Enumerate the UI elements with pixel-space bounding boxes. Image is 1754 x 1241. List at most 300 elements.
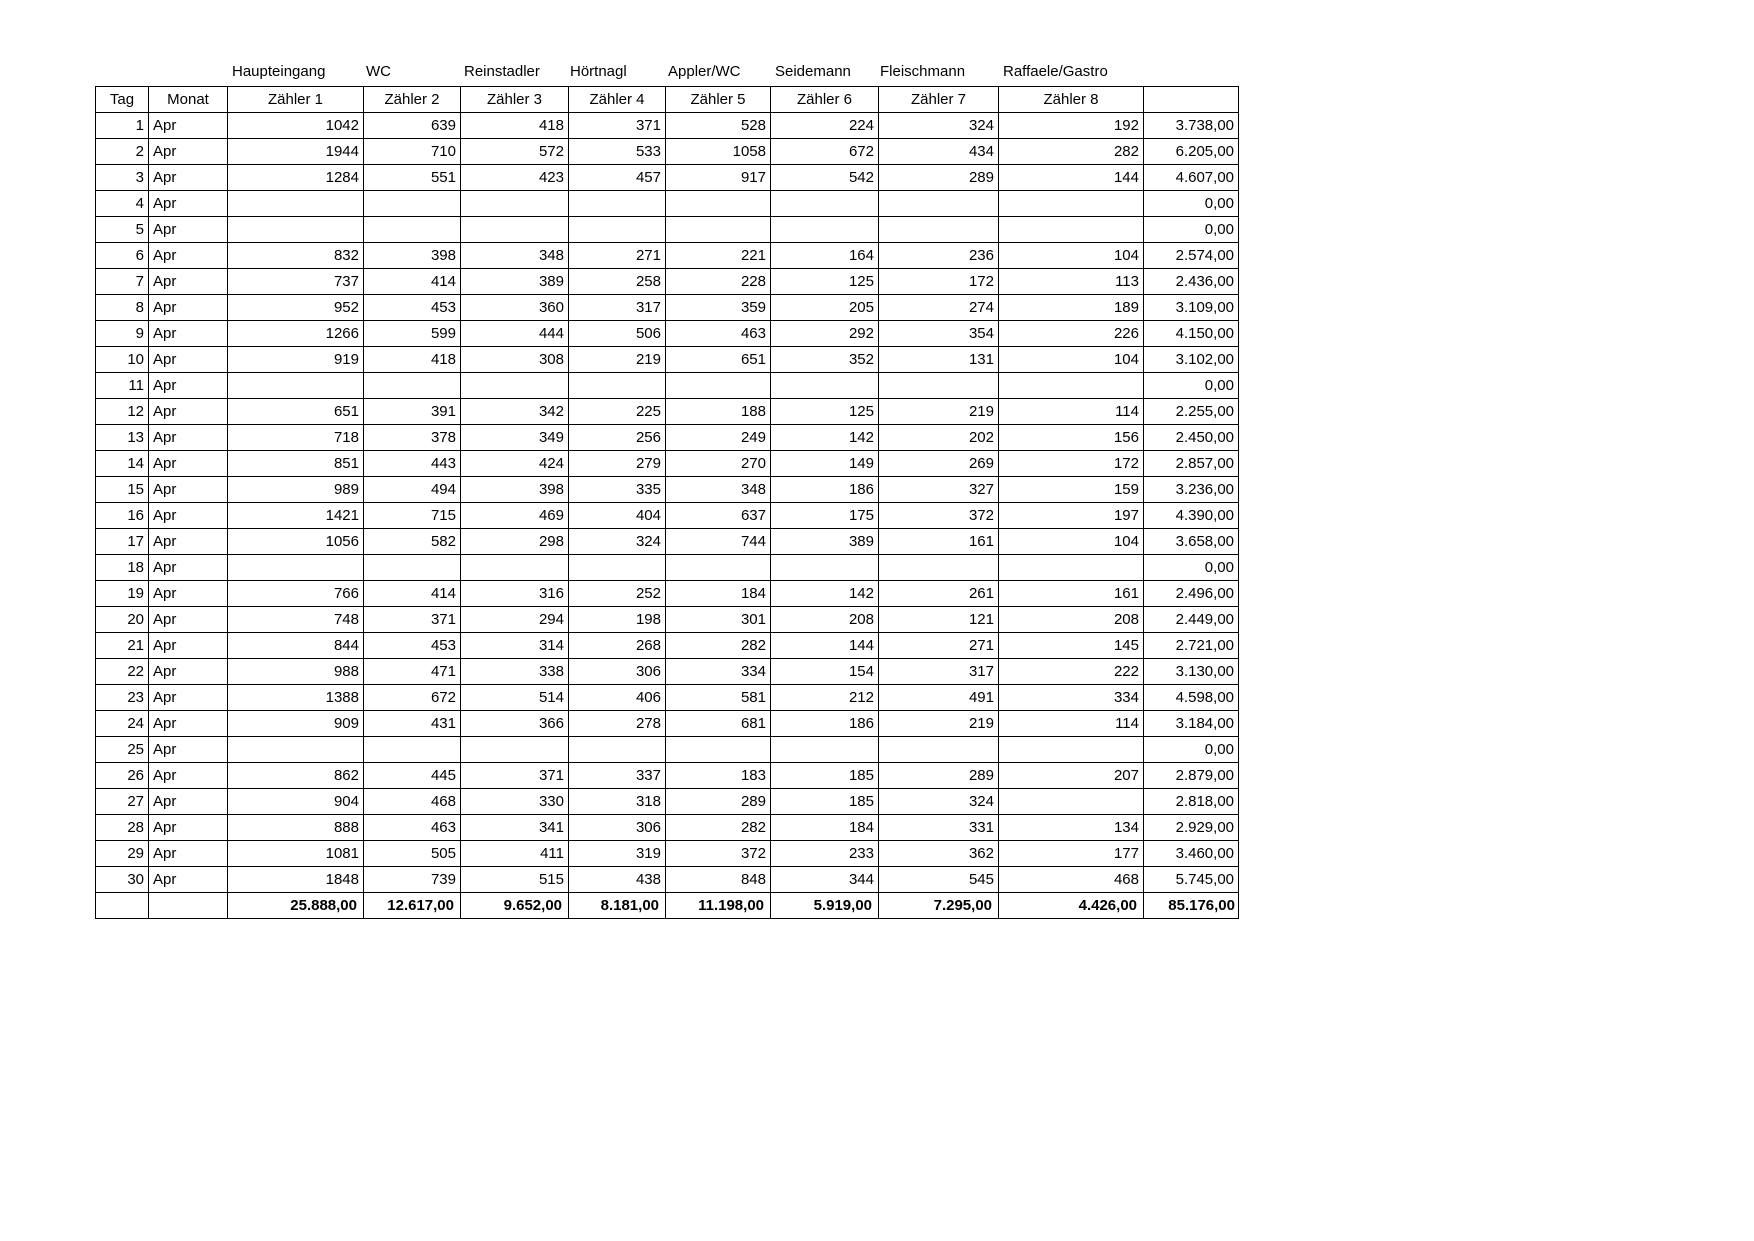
totals-row bbox=[96, 893, 1239, 919]
cell-zaehler-8: 282 bbox=[999, 139, 1144, 165]
cell-zaehler-1: 1056 bbox=[228, 529, 364, 555]
cell-tag: 13 bbox=[96, 425, 149, 451]
cell-zaehler-3: 398 bbox=[461, 477, 569, 503]
cell-zaehler-2: 453 bbox=[364, 295, 461, 321]
cell-zaehler-2 bbox=[364, 373, 461, 399]
cell-zaehler-2 bbox=[364, 217, 461, 243]
table-row bbox=[96, 477, 1239, 503]
cell-zaehler-2: 599 bbox=[364, 321, 461, 347]
cell-zaehler-5: 348 bbox=[666, 477, 771, 503]
total-zaehler-1: 25.888,00 bbox=[228, 893, 364, 919]
totals-empty-monat bbox=[149, 893, 228, 919]
cell-monat: Apr bbox=[149, 607, 228, 633]
cell-total: 2.818,00 bbox=[1144, 789, 1239, 815]
cell-zaehler-6: 672 bbox=[771, 139, 879, 165]
cell-monat: Apr bbox=[149, 321, 228, 347]
cell-monat: Apr bbox=[149, 139, 228, 165]
cell-zaehler-2: 453 bbox=[364, 633, 461, 659]
cell-zaehler-1: 904 bbox=[228, 789, 364, 815]
cell-zaehler-6 bbox=[771, 737, 879, 763]
cell-zaehler-5 bbox=[666, 555, 771, 581]
table-row bbox=[96, 867, 1239, 893]
cell-monat: Apr bbox=[149, 555, 228, 581]
cell-zaehler-5: 848 bbox=[666, 867, 771, 893]
cell-zaehler-1: 1388 bbox=[228, 685, 364, 711]
location-label-hoertnagl: Hörtnagl bbox=[570, 63, 627, 80]
total-zaehler-5: 11.198,00 bbox=[666, 893, 771, 919]
cell-tag: 11 bbox=[96, 373, 149, 399]
cell-tag: 22 bbox=[96, 659, 149, 685]
cell-zaehler-6: 164 bbox=[771, 243, 879, 269]
cell-zaehler-3: 389 bbox=[461, 269, 569, 295]
cell-zaehler-1 bbox=[228, 555, 364, 581]
cell-zaehler-2: 443 bbox=[364, 451, 461, 477]
header-zaehler-8: Zähler 8 bbox=[999, 87, 1144, 113]
table-row bbox=[96, 581, 1239, 607]
cell-zaehler-2: 639 bbox=[364, 113, 461, 139]
cell-zaehler-7: 236 bbox=[879, 243, 999, 269]
cell-total: 2.574,00 bbox=[1144, 243, 1239, 269]
cell-zaehler-6: 185 bbox=[771, 763, 879, 789]
table-row bbox=[96, 321, 1239, 347]
cell-zaehler-8: 145 bbox=[999, 633, 1144, 659]
cell-zaehler-3: 349 bbox=[461, 425, 569, 451]
cell-zaehler-8: 134 bbox=[999, 815, 1144, 841]
cell-monat: Apr bbox=[149, 685, 228, 711]
header-zaehler-4: Zähler 4 bbox=[569, 87, 666, 113]
cell-tag: 14 bbox=[96, 451, 149, 477]
cell-tag: 9 bbox=[96, 321, 149, 347]
cell-zaehler-5: 221 bbox=[666, 243, 771, 269]
cell-total: 0,00 bbox=[1144, 373, 1239, 399]
cell-zaehler-1: 988 bbox=[228, 659, 364, 685]
cell-zaehler-7 bbox=[879, 737, 999, 763]
cell-zaehler-5: 681 bbox=[666, 711, 771, 737]
cell-zaehler-4 bbox=[569, 191, 666, 217]
cell-zaehler-1: 1081 bbox=[228, 841, 364, 867]
cell-monat: Apr bbox=[149, 477, 228, 503]
table-row bbox=[96, 295, 1239, 321]
cell-zaehler-7: 324 bbox=[879, 113, 999, 139]
header-zaehler-3: Zähler 3 bbox=[461, 87, 569, 113]
cell-zaehler-7: 202 bbox=[879, 425, 999, 451]
cell-zaehler-6 bbox=[771, 217, 879, 243]
grand-total: 85.176,00 bbox=[1144, 893, 1239, 919]
cell-zaehler-5: 184 bbox=[666, 581, 771, 607]
cell-total: 3.460,00 bbox=[1144, 841, 1239, 867]
cell-zaehler-3: 572 bbox=[461, 139, 569, 165]
cell-zaehler-2: 710 bbox=[364, 139, 461, 165]
total-zaehler-7: 7.295,00 bbox=[879, 893, 999, 919]
cell-zaehler-8: 144 bbox=[999, 165, 1144, 191]
cell-zaehler-2: 418 bbox=[364, 347, 461, 373]
cell-zaehler-6: 142 bbox=[771, 581, 879, 607]
cell-zaehler-4: 404 bbox=[569, 503, 666, 529]
location-label-wc: WC bbox=[366, 63, 391, 80]
cell-zaehler-1: 909 bbox=[228, 711, 364, 737]
table-row bbox=[96, 737, 1239, 763]
cell-zaehler-1 bbox=[228, 217, 364, 243]
total-zaehler-8: 4.426,00 bbox=[999, 893, 1144, 919]
cell-total: 0,00 bbox=[1144, 217, 1239, 243]
cell-tag: 7 bbox=[96, 269, 149, 295]
table-row bbox=[96, 659, 1239, 685]
table-row bbox=[96, 529, 1239, 555]
cell-zaehler-7: 324 bbox=[879, 789, 999, 815]
cell-zaehler-4: 258 bbox=[569, 269, 666, 295]
cell-zaehler-7: 545 bbox=[879, 867, 999, 893]
cell-zaehler-2 bbox=[364, 737, 461, 763]
cell-tag: 27 bbox=[96, 789, 149, 815]
cell-zaehler-1: 748 bbox=[228, 607, 364, 633]
cell-total: 4.390,00 bbox=[1144, 503, 1239, 529]
cell-zaehler-3: 411 bbox=[461, 841, 569, 867]
cell-zaehler-3 bbox=[461, 217, 569, 243]
cell-total: 2.879,00 bbox=[1144, 763, 1239, 789]
cell-zaehler-6: 142 bbox=[771, 425, 879, 451]
cell-total: 3.109,00 bbox=[1144, 295, 1239, 321]
cell-zaehler-7: 317 bbox=[879, 659, 999, 685]
cell-zaehler-3: 294 bbox=[461, 607, 569, 633]
table-row bbox=[96, 607, 1239, 633]
table-row bbox=[96, 139, 1239, 165]
cell-tag: 3 bbox=[96, 165, 149, 191]
cell-zaehler-8: 104 bbox=[999, 243, 1144, 269]
cell-zaehler-1: 989 bbox=[228, 477, 364, 503]
cell-zaehler-2: 551 bbox=[364, 165, 461, 191]
cell-monat: Apr bbox=[149, 763, 228, 789]
cell-zaehler-7 bbox=[879, 555, 999, 581]
cell-zaehler-3: 514 bbox=[461, 685, 569, 711]
cell-zaehler-3: 418 bbox=[461, 113, 569, 139]
cell-zaehler-1: 1284 bbox=[228, 165, 364, 191]
cell-tag: 25 bbox=[96, 737, 149, 763]
cell-zaehler-4: 268 bbox=[569, 633, 666, 659]
cell-zaehler-4: 457 bbox=[569, 165, 666, 191]
cell-zaehler-1: 862 bbox=[228, 763, 364, 789]
cell-zaehler-6 bbox=[771, 555, 879, 581]
cell-tag: 10 bbox=[96, 347, 149, 373]
cell-zaehler-2: 471 bbox=[364, 659, 461, 685]
cell-zaehler-4: 533 bbox=[569, 139, 666, 165]
cell-zaehler-2: 414 bbox=[364, 269, 461, 295]
cell-monat: Apr bbox=[149, 217, 228, 243]
cell-monat: Apr bbox=[149, 659, 228, 685]
cell-zaehler-8: 114 bbox=[999, 399, 1144, 425]
cell-tag: 29 bbox=[96, 841, 149, 867]
cell-tag: 23 bbox=[96, 685, 149, 711]
cell-zaehler-8: 159 bbox=[999, 477, 1144, 503]
cell-zaehler-6: 233 bbox=[771, 841, 879, 867]
cell-zaehler-6: 224 bbox=[771, 113, 879, 139]
cell-zaehler-5: 228 bbox=[666, 269, 771, 295]
cell-zaehler-8: 114 bbox=[999, 711, 1144, 737]
cell-zaehler-2: 398 bbox=[364, 243, 461, 269]
cell-zaehler-4: 256 bbox=[569, 425, 666, 451]
cell-zaehler-1: 651 bbox=[228, 399, 364, 425]
cell-zaehler-7: 331 bbox=[879, 815, 999, 841]
cell-tag: 28 bbox=[96, 815, 149, 841]
cell-tag: 20 bbox=[96, 607, 149, 633]
cell-zaehler-5: 917 bbox=[666, 165, 771, 191]
cell-zaehler-6: 542 bbox=[771, 165, 879, 191]
cell-zaehler-6: 292 bbox=[771, 321, 879, 347]
cell-zaehler-5: 282 bbox=[666, 815, 771, 841]
cell-zaehler-7: 131 bbox=[879, 347, 999, 373]
cell-monat: Apr bbox=[149, 399, 228, 425]
cell-total: 2.721,00 bbox=[1144, 633, 1239, 659]
cell-monat: Apr bbox=[149, 737, 228, 763]
table-row bbox=[96, 451, 1239, 477]
cell-zaehler-8: 334 bbox=[999, 685, 1144, 711]
cell-tag: 2 bbox=[96, 139, 149, 165]
total-zaehler-3: 9.652,00 bbox=[461, 893, 569, 919]
cell-zaehler-8 bbox=[999, 217, 1144, 243]
cell-zaehler-2: 371 bbox=[364, 607, 461, 633]
table-row bbox=[96, 711, 1239, 737]
cell-zaehler-8: 161 bbox=[999, 581, 1144, 607]
cell-zaehler-1: 952 bbox=[228, 295, 364, 321]
cell-zaehler-3: 330 bbox=[461, 789, 569, 815]
cell-zaehler-6: 186 bbox=[771, 711, 879, 737]
table-row bbox=[96, 815, 1239, 841]
cell-total: 5.745,00 bbox=[1144, 867, 1239, 893]
cell-total: 0,00 bbox=[1144, 555, 1239, 581]
location-label-raffaele-gastro: Raffaele/Gastro bbox=[1003, 63, 1108, 80]
table-row bbox=[96, 165, 1239, 191]
cell-zaehler-2 bbox=[364, 191, 461, 217]
cell-monat: Apr bbox=[149, 841, 228, 867]
cell-total: 6.205,00 bbox=[1144, 139, 1239, 165]
cell-zaehler-4: 438 bbox=[569, 867, 666, 893]
cell-zaehler-6: 185 bbox=[771, 789, 879, 815]
header-total bbox=[1144, 87, 1239, 113]
cell-zaehler-4: 371 bbox=[569, 113, 666, 139]
location-label-seidemann: Seidemann bbox=[775, 63, 851, 80]
cell-zaehler-8: 104 bbox=[999, 347, 1144, 373]
spreadsheet bbox=[95, 60, 1239, 919]
cell-zaehler-7: 354 bbox=[879, 321, 999, 347]
cell-zaehler-6: 352 bbox=[771, 347, 879, 373]
cell-tag: 19 bbox=[96, 581, 149, 607]
header-monat: Monat bbox=[149, 87, 228, 113]
cell-zaehler-2: 739 bbox=[364, 867, 461, 893]
cell-zaehler-8: 226 bbox=[999, 321, 1144, 347]
cell-zaehler-3: 348 bbox=[461, 243, 569, 269]
cell-zaehler-5 bbox=[666, 217, 771, 243]
cell-zaehler-1: 832 bbox=[228, 243, 364, 269]
cell-total: 3.102,00 bbox=[1144, 347, 1239, 373]
cell-monat: Apr bbox=[149, 243, 228, 269]
cell-total: 3.184,00 bbox=[1144, 711, 1239, 737]
table-row bbox=[96, 503, 1239, 529]
cell-zaehler-5: 282 bbox=[666, 633, 771, 659]
cell-tag: 12 bbox=[96, 399, 149, 425]
cell-zaehler-8: 222 bbox=[999, 659, 1144, 685]
cell-total: 2.436,00 bbox=[1144, 269, 1239, 295]
cell-zaehler-4: 219 bbox=[569, 347, 666, 373]
cell-total: 2.449,00 bbox=[1144, 607, 1239, 633]
cell-zaehler-4 bbox=[569, 373, 666, 399]
cell-zaehler-7: 219 bbox=[879, 399, 999, 425]
cell-zaehler-4 bbox=[569, 555, 666, 581]
cell-tag: 21 bbox=[96, 633, 149, 659]
cell-tag: 1 bbox=[96, 113, 149, 139]
header-zaehler-5: Zähler 5 bbox=[666, 87, 771, 113]
cell-zaehler-6: 389 bbox=[771, 529, 879, 555]
cell-zaehler-1: 718 bbox=[228, 425, 364, 451]
total-zaehler-6: 5.919,00 bbox=[771, 893, 879, 919]
header-tag: Tag bbox=[96, 87, 149, 113]
cell-zaehler-6: 184 bbox=[771, 815, 879, 841]
cell-zaehler-6: 212 bbox=[771, 685, 879, 711]
cell-zaehler-5: 270 bbox=[666, 451, 771, 477]
cell-zaehler-8: 468 bbox=[999, 867, 1144, 893]
cell-zaehler-7: 121 bbox=[879, 607, 999, 633]
cell-zaehler-7: 172 bbox=[879, 269, 999, 295]
cell-zaehler-7: 161 bbox=[879, 529, 999, 555]
cell-zaehler-4: 252 bbox=[569, 581, 666, 607]
total-zaehler-2: 12.617,00 bbox=[364, 893, 461, 919]
cell-tag: 16 bbox=[96, 503, 149, 529]
cell-zaehler-4: 337 bbox=[569, 763, 666, 789]
cell-monat: Apr bbox=[149, 451, 228, 477]
cell-zaehler-6: 186 bbox=[771, 477, 879, 503]
cell-zaehler-2: 468 bbox=[364, 789, 461, 815]
cell-zaehler-1: 1042 bbox=[228, 113, 364, 139]
cell-zaehler-3: 371 bbox=[461, 763, 569, 789]
cell-total: 2.929,00 bbox=[1144, 815, 1239, 841]
cell-zaehler-5: 651 bbox=[666, 347, 771, 373]
cell-zaehler-4: 279 bbox=[569, 451, 666, 477]
cell-zaehler-6: 125 bbox=[771, 399, 879, 425]
cell-monat: Apr bbox=[149, 789, 228, 815]
table-row bbox=[96, 763, 1239, 789]
cell-zaehler-5: 1058 bbox=[666, 139, 771, 165]
cell-zaehler-4: 278 bbox=[569, 711, 666, 737]
cell-monat: Apr bbox=[149, 529, 228, 555]
cell-total: 4.607,00 bbox=[1144, 165, 1239, 191]
cell-zaehler-5: 188 bbox=[666, 399, 771, 425]
cell-zaehler-6: 205 bbox=[771, 295, 879, 321]
cell-zaehler-2: 414 bbox=[364, 581, 461, 607]
cell-total: 4.150,00 bbox=[1144, 321, 1239, 347]
cell-zaehler-8 bbox=[999, 555, 1144, 581]
cell-zaehler-3: 308 bbox=[461, 347, 569, 373]
cell-monat: Apr bbox=[149, 295, 228, 321]
cell-zaehler-7: 261 bbox=[879, 581, 999, 607]
total-zaehler-4: 8.181,00 bbox=[569, 893, 666, 919]
table-header-row bbox=[96, 87, 1239, 113]
cell-zaehler-1: 1848 bbox=[228, 867, 364, 893]
cell-zaehler-5: 183 bbox=[666, 763, 771, 789]
cell-zaehler-5: 334 bbox=[666, 659, 771, 685]
cell-total: 2.255,00 bbox=[1144, 399, 1239, 425]
cell-zaehler-6: 208 bbox=[771, 607, 879, 633]
cell-total: 3.738,00 bbox=[1144, 113, 1239, 139]
cell-zaehler-2: 391 bbox=[364, 399, 461, 425]
cell-zaehler-3 bbox=[461, 555, 569, 581]
cell-total: 3.658,00 bbox=[1144, 529, 1239, 555]
cell-zaehler-1: 1266 bbox=[228, 321, 364, 347]
cell-zaehler-6: 125 bbox=[771, 269, 879, 295]
counter-table bbox=[95, 86, 1239, 919]
cell-zaehler-6 bbox=[771, 191, 879, 217]
cell-tag: 4 bbox=[96, 191, 149, 217]
cell-zaehler-2: 582 bbox=[364, 529, 461, 555]
cell-zaehler-2: 431 bbox=[364, 711, 461, 737]
location-labels bbox=[95, 60, 1238, 86]
table-row bbox=[96, 217, 1239, 243]
cell-total: 2.496,00 bbox=[1144, 581, 1239, 607]
cell-zaehler-2 bbox=[364, 555, 461, 581]
cell-zaehler-7: 269 bbox=[879, 451, 999, 477]
header-zaehler-6: Zähler 6 bbox=[771, 87, 879, 113]
cell-zaehler-1 bbox=[228, 191, 364, 217]
location-label-fleischmann: Fleischmann bbox=[880, 63, 966, 80]
cell-monat: Apr bbox=[149, 425, 228, 451]
cell-zaehler-6: 144 bbox=[771, 633, 879, 659]
cell-zaehler-1: 844 bbox=[228, 633, 364, 659]
cell-zaehler-7 bbox=[879, 191, 999, 217]
cell-zaehler-5: 528 bbox=[666, 113, 771, 139]
cell-zaehler-1: 766 bbox=[228, 581, 364, 607]
table-row bbox=[96, 555, 1239, 581]
cell-zaehler-7: 491 bbox=[879, 685, 999, 711]
cell-zaehler-3: 314 bbox=[461, 633, 569, 659]
cell-zaehler-2: 494 bbox=[364, 477, 461, 503]
cell-zaehler-4: 198 bbox=[569, 607, 666, 633]
cell-zaehler-6: 154 bbox=[771, 659, 879, 685]
cell-zaehler-3: 444 bbox=[461, 321, 569, 347]
cell-zaehler-6 bbox=[771, 373, 879, 399]
cell-zaehler-3: 342 bbox=[461, 399, 569, 425]
cell-zaehler-1: 1421 bbox=[228, 503, 364, 529]
cell-zaehler-3: 424 bbox=[461, 451, 569, 477]
cell-zaehler-8: 208 bbox=[999, 607, 1144, 633]
cell-total: 4.598,00 bbox=[1144, 685, 1239, 711]
cell-zaehler-3 bbox=[461, 191, 569, 217]
cell-zaehler-7: 327 bbox=[879, 477, 999, 503]
cell-tag: 24 bbox=[96, 711, 149, 737]
cell-zaehler-4: 506 bbox=[569, 321, 666, 347]
cell-zaehler-8: 189 bbox=[999, 295, 1144, 321]
table-row bbox=[96, 841, 1239, 867]
cell-zaehler-2: 445 bbox=[364, 763, 461, 789]
cell-zaehler-5: 301 bbox=[666, 607, 771, 633]
cell-monat: Apr bbox=[149, 269, 228, 295]
cell-monat: Apr bbox=[149, 815, 228, 841]
cell-zaehler-7 bbox=[879, 373, 999, 399]
table-row bbox=[96, 347, 1239, 373]
location-label-haupteingang: Haupteingang bbox=[232, 63, 326, 80]
cell-zaehler-2: 378 bbox=[364, 425, 461, 451]
cell-zaehler-7: 219 bbox=[879, 711, 999, 737]
table-row bbox=[96, 243, 1239, 269]
cell-monat: Apr bbox=[149, 503, 228, 529]
cell-zaehler-1: 888 bbox=[228, 815, 364, 841]
cell-zaehler-6: 175 bbox=[771, 503, 879, 529]
cell-zaehler-8: 104 bbox=[999, 529, 1144, 555]
cell-zaehler-4 bbox=[569, 217, 666, 243]
cell-tag: 6 bbox=[96, 243, 149, 269]
cell-zaehler-8: 172 bbox=[999, 451, 1144, 477]
header-zaehler-1: Zähler 1 bbox=[228, 87, 364, 113]
cell-zaehler-2: 505 bbox=[364, 841, 461, 867]
cell-zaehler-1: 851 bbox=[228, 451, 364, 477]
table-row bbox=[96, 789, 1239, 815]
cell-zaehler-4: 306 bbox=[569, 815, 666, 841]
